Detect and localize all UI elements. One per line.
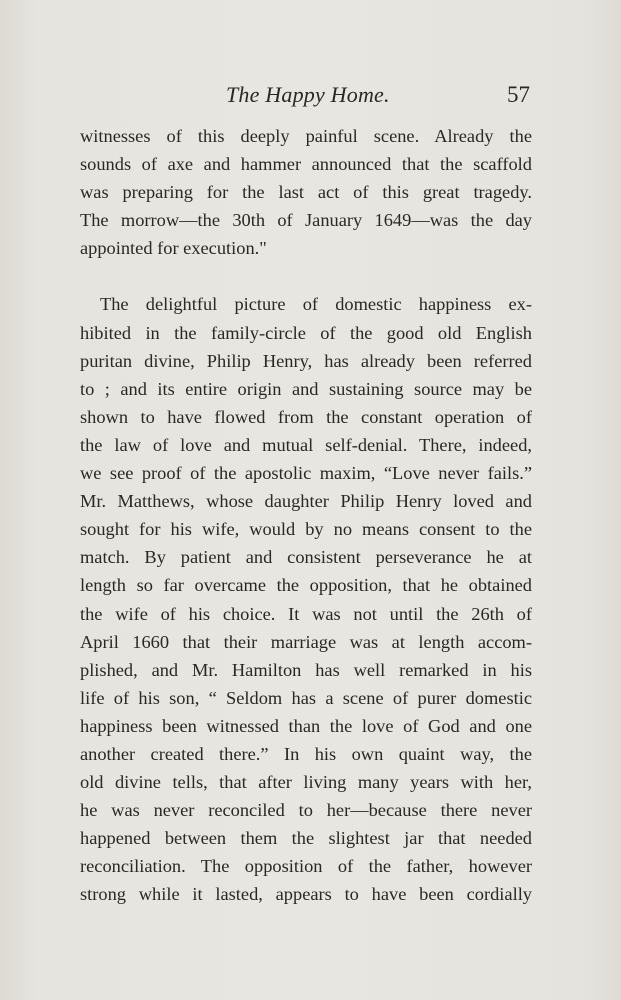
text-line: length so far overcame the opposition, that he obtained bbox=[80, 575, 532, 596]
text-line: the wife of his choice. It was not until the 26th of bbox=[80, 603, 532, 624]
text-line: The morrow—the 30th of January 1649—was the day bbox=[80, 210, 532, 231]
text-line: witnesses of this deeply painful scene. Already the bbox=[80, 126, 532, 146]
text-line: shown to have flowed from the constant operation of bbox=[80, 406, 532, 427]
text-line: Mr. Matthews, whose daughter Philip Henry loved and bbox=[80, 491, 532, 512]
page-number: 57 bbox=[507, 82, 530, 107]
text-line: strong while it lasted, appears to have been cordially bbox=[80, 884, 532, 905]
text-line: he was never reconciled to her—because there never bbox=[80, 800, 532, 821]
text-line: life of his son, “ Seldom has a scene of purer domestic bbox=[80, 687, 532, 708]
text-line: another created there.” In his own quaint way, the bbox=[80, 743, 532, 764]
running-head bbox=[80, 82, 532, 116]
text-line: we see proof of the apostolic maxim, “Love never fails.” bbox=[80, 463, 532, 484]
running-title: The Happy Home. bbox=[226, 82, 390, 107]
text-line: happiness been witnessed than the love of God and one bbox=[80, 715, 532, 736]
text-line: appointed for execution." bbox=[80, 238, 267, 259]
text-line: April 1660 that their marriage was at length accom- bbox=[80, 631, 532, 652]
paragraph-2 bbox=[80, 290, 532, 908]
text-line: reconciliation. The opposition of the father, however bbox=[80, 856, 532, 877]
text-line: to ; and its entire origin and sustaining source may be bbox=[80, 378, 532, 399]
text-line: puritan divine, Philip Henry, has already been referred bbox=[80, 350, 532, 371]
text-line: old divine tells, that after living many years with her, bbox=[80, 772, 532, 793]
text-line: plished, and Mr. Hamilton has well remarked in his bbox=[80, 659, 532, 680]
body-text bbox=[80, 122, 532, 909]
text-line: The delightful picture of domestic happiness ex- bbox=[100, 294, 532, 315]
text-line: happened between them the slightest jar that needed bbox=[80, 828, 532, 849]
text-line: sounds of axe and hammer announced that the scaffold bbox=[80, 154, 532, 175]
paragraph-1 bbox=[80, 122, 532, 262]
text-line: the law of love and mutual self-denial. There, indeed, bbox=[80, 434, 532, 455]
text-line: hibited in the family-circle of the good old English bbox=[80, 322, 532, 343]
text-line: match. By patient and consistent perseverance he at bbox=[80, 547, 532, 568]
text-line: was preparing for the last act of this great tragedy. bbox=[80, 182, 532, 203]
text-line: sought for his wife, would by no means consent to the bbox=[80, 519, 532, 540]
